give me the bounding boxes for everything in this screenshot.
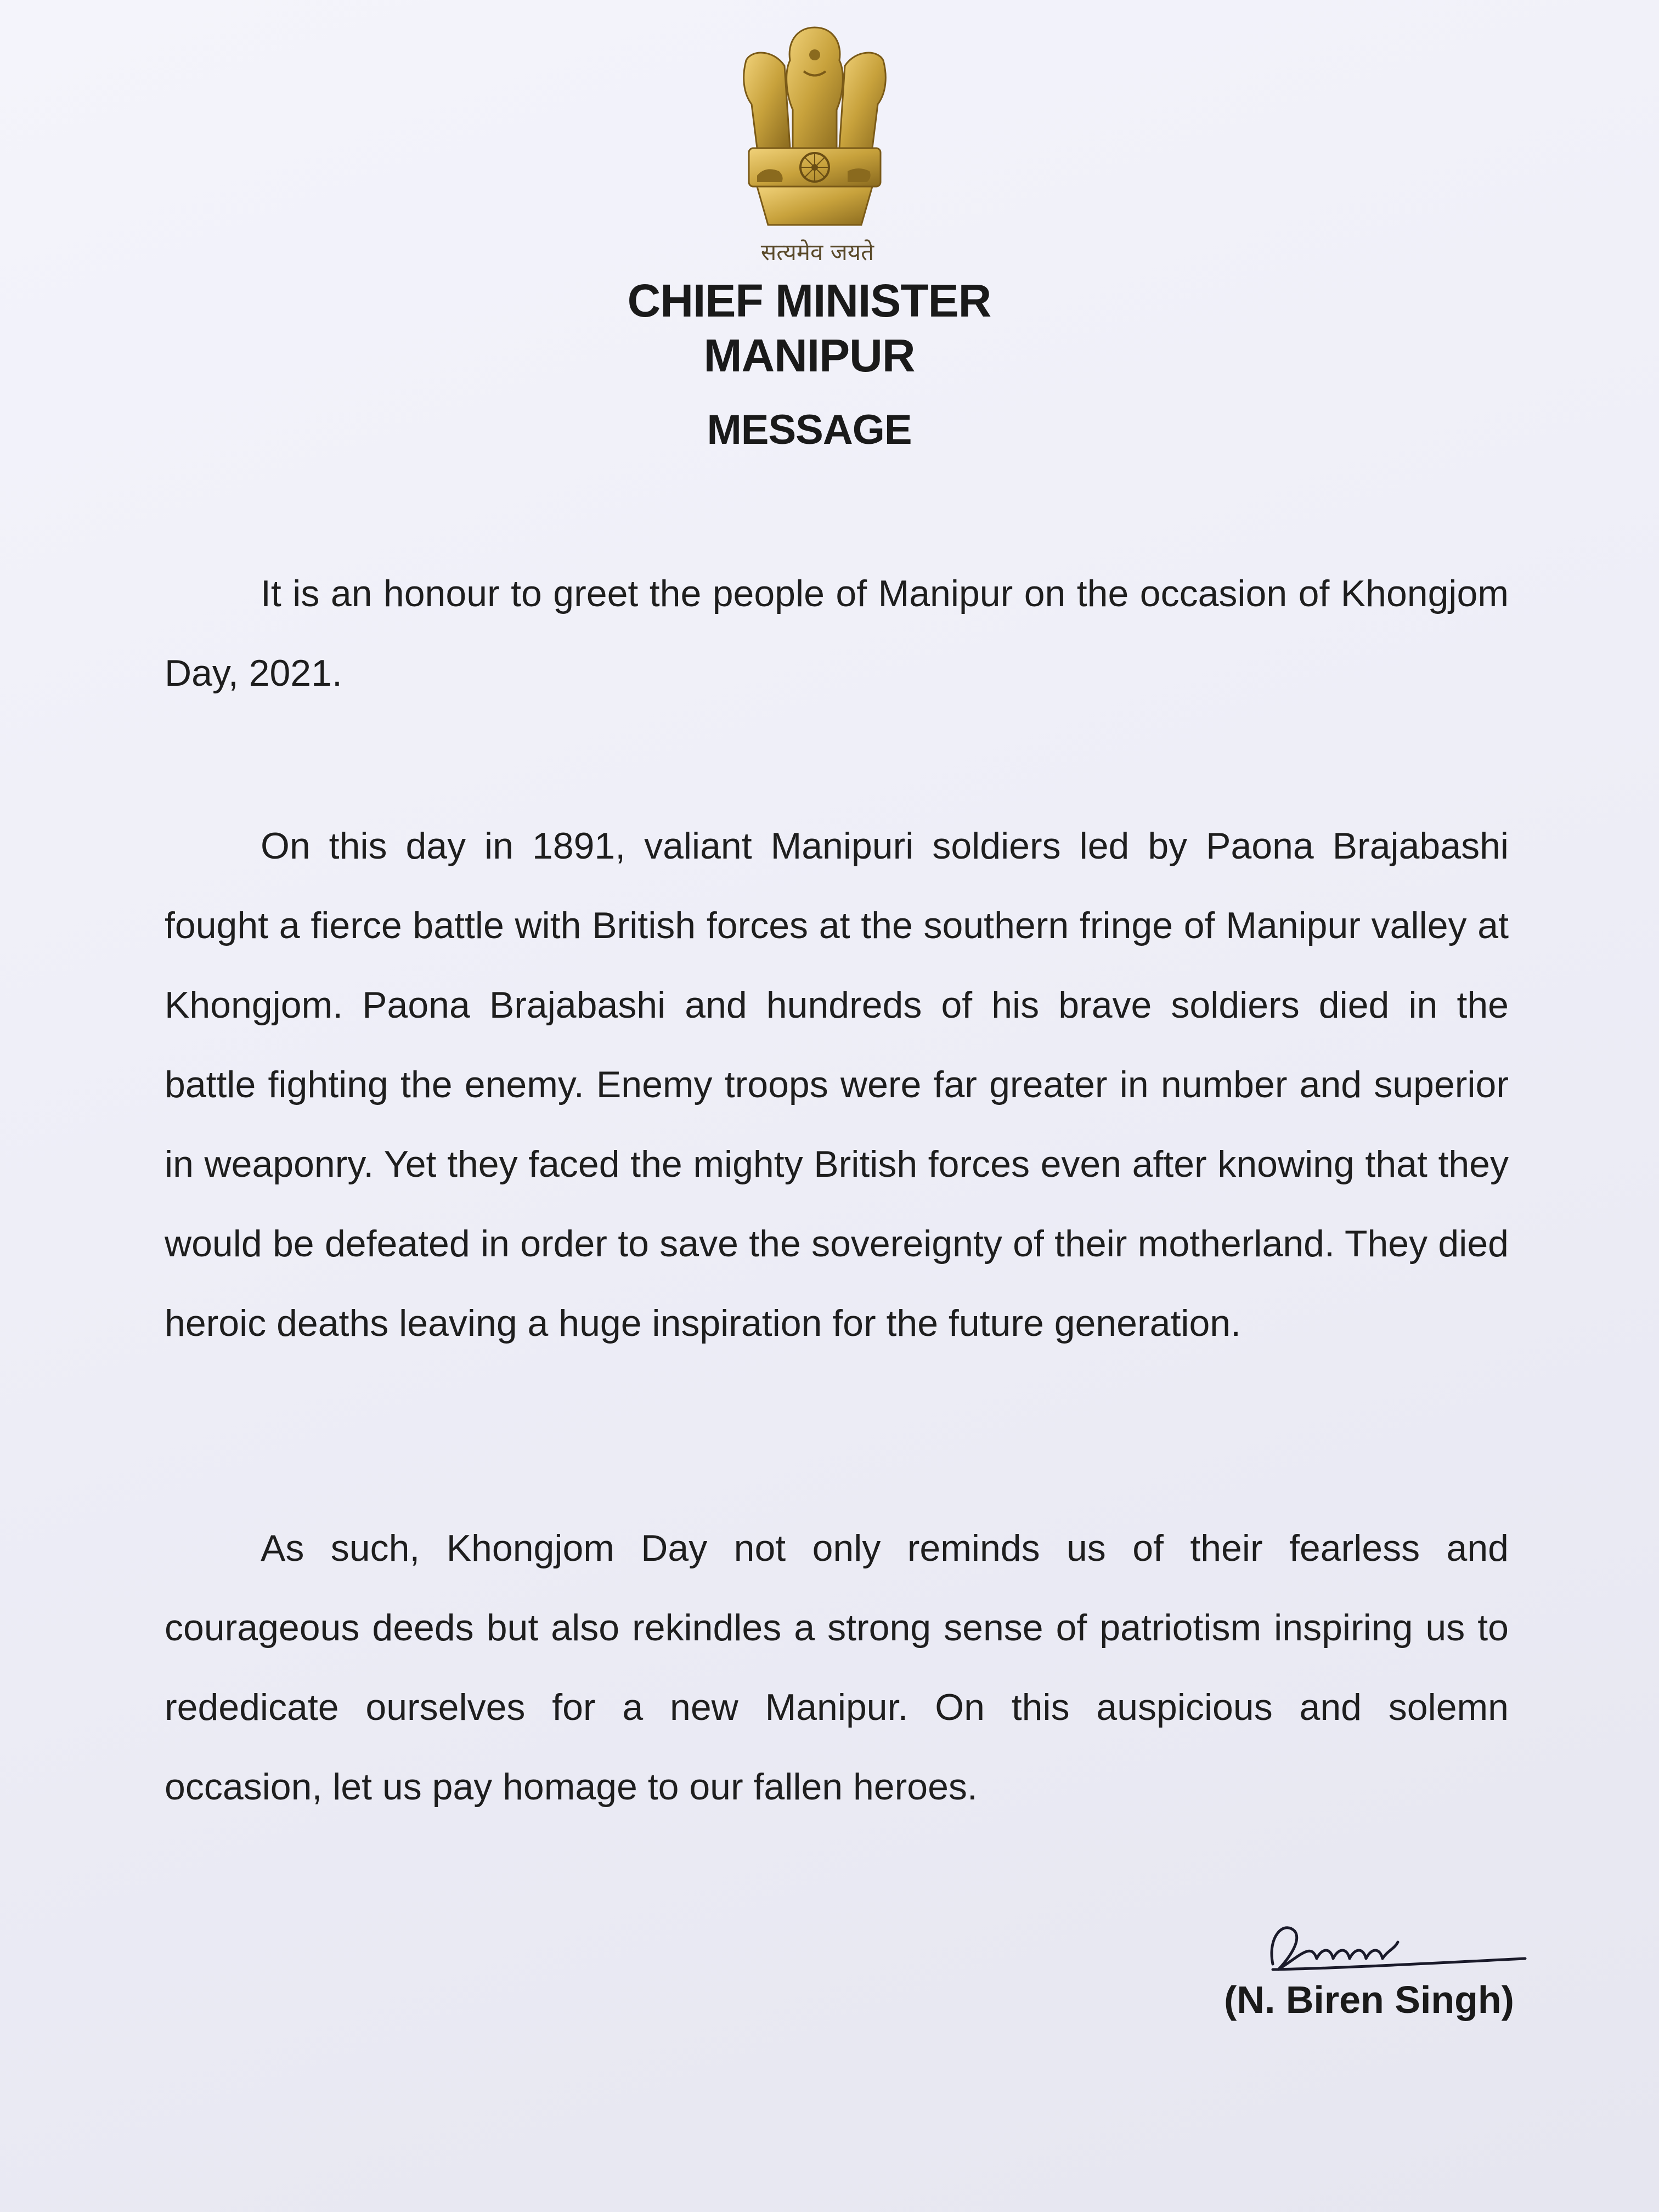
document-heading: MESSAGE bbox=[707, 407, 912, 453]
paragraph-2-text: On this day in 1891, valiant Manipuri soldiers led by Paona Brajabashi fought a fierce battle with British forces at the southern fringe of Manipur valley at Khongjom. Paona Brajabashi and hundreds of his brave soldiers died in the battle fighting the enemy. Enemy troops were far greater in number and superior in weaponry. Yet they faced the mighty British forces even after knowing that they would be defeated in order to save the sovereignty of their motherland. They died heroic deaths leaving a huge inspiration for the future generation. bbox=[165, 825, 1509, 1344]
signatory-name: (N. Biren Singh) bbox=[1224, 1978, 1514, 2021]
message-paragraph-1 bbox=[165, 554, 1509, 713]
state-title: MANIPUR bbox=[703, 330, 915, 381]
paragraph-3-text: As such, Khongjom Day not only reminds us of their fearless and courageous deeds but also rekindles a strong sense of patriotism inspiring us to rededicate ourselves for a new Manipur. On this auspicious and solemn occasion, let us pay homage to our fallen heroes. bbox=[165, 1527, 1509, 1808]
office-title: CHIEF MINISTER bbox=[627, 275, 991, 326]
paragraph-1-text: It is an honour to greet the people of Manipur on the occasion of Khongjom Day, 2021. bbox=[165, 573, 1509, 694]
message-paragraph-3 bbox=[165, 1509, 1509, 1827]
message-paragraph-2 bbox=[165, 806, 1509, 1363]
national-emblem-icon bbox=[735, 16, 894, 236]
emblem-motto: सत्यमेव जयते bbox=[760, 239, 874, 266]
